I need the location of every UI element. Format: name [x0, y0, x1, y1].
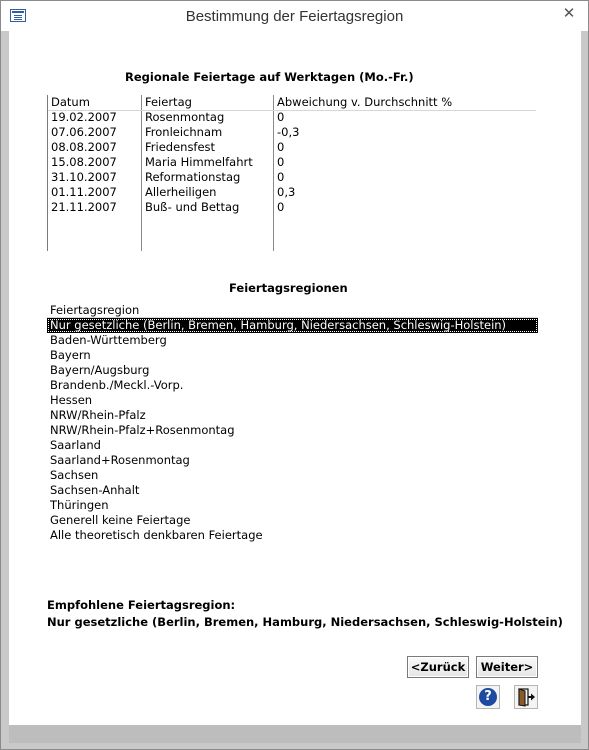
holidays-table: [47, 95, 535, 251]
next-button[interactable]: Weiter>: [476, 656, 538, 678]
cell-date: 08.08.2007: [51, 140, 117, 154]
region-list-item[interactable]: Saarland: [50, 438, 101, 452]
region-list-item[interactable]: Nur gesetzliche (Berlin, Bremen, Hamburg, Niedersachsen, Schleswig-Holstein): [47, 318, 538, 333]
table-row: [48, 155, 536, 170]
cell-deviation: 0,3: [277, 185, 296, 199]
close-button[interactable]: ✕: [562, 4, 576, 22]
cell-holiday: Fronleichnam: [145, 125, 223, 139]
title-bar: [1, 1, 588, 31]
cell-holiday: Rosenmontag: [145, 110, 225, 124]
column-header-deviation: Abweichung v. Durchschnitt %: [277, 95, 453, 109]
region-list-item[interactable]: Bayern/Augsburg: [50, 363, 150, 377]
cell-holiday: Reformationstag: [145, 170, 241, 184]
region-list-item[interactable]: Sachsen-Anhalt: [50, 483, 140, 497]
cell-date: 07.06.2007: [51, 125, 117, 139]
window-title: Bestimmung der Feiertagsregion: [185, 8, 404, 25]
table-row: [48, 140, 536, 155]
regions-title: Feiertagsregionen: [229, 281, 348, 295]
cell-date: 15.08.2007: [51, 155, 117, 169]
help-icon: ?: [479, 688, 497, 706]
region-list-item[interactable]: Saarland+Rosenmontag: [50, 453, 190, 467]
cell-deviation: 0: [277, 200, 285, 214]
region-list-item[interactable]: NRW/Rhein-Pfalz: [50, 408, 146, 422]
cell-date: 31.10.2007: [51, 170, 117, 184]
cell-holiday: Maria Himmelfahrt: [145, 155, 253, 169]
recommendation-value: Nur gesetzliche (Berlin, Bremen, Hamburg, Niedersachsen, Schleswig-Holstein): [47, 615, 563, 629]
cell-date: 19.02.2007: [51, 110, 117, 124]
cell-holiday: Friedensfest: [145, 140, 216, 154]
region-list-item[interactable]: Bayern: [50, 348, 91, 362]
status-bar: [9, 725, 581, 743]
cell-holiday: Buß- und Bettag: [145, 200, 240, 214]
region-list-item[interactable]: Hessen: [50, 393, 93, 407]
region-list-item[interactable]: Thüringen: [50, 498, 109, 512]
region-list-item[interactable]: Brandenb./Meckl.-Vorp.: [50, 378, 184, 392]
exit-button[interactable]: [514, 685, 538, 709]
table-row: [48, 110, 536, 125]
recommendation-label: Empfohlene Feiertagsregion:: [47, 598, 236, 612]
cell-date: 01.11.2007: [51, 185, 117, 199]
cell-date: 21.11.2007: [51, 200, 117, 214]
region-list-item[interactable]: NRW/Rhein-Pfalz+Rosenmontag: [50, 423, 235, 437]
table-row: [48, 125, 536, 140]
holidays-table-title: Regionale Feiertage auf Werktagen (Mo.-Fr.): [125, 70, 414, 84]
column-header-date: Datum: [51, 95, 90, 109]
table-row: [48, 185, 536, 200]
help-button[interactable]: [476, 685, 500, 709]
table-row: [48, 200, 536, 215]
region-list-item[interactable]: Sachsen: [50, 468, 99, 482]
cell-deviation: -0,3: [277, 125, 300, 139]
region-list-item[interactable]: Generell keine Feiertage: [50, 513, 191, 527]
regions-listbox[interactable]: [47, 303, 538, 572]
table-header-row: [48, 95, 536, 110]
regions-column-header: Feiertagsregion: [47, 303, 538, 318]
table-row: [48, 170, 536, 185]
region-list-item[interactable]: Baden-Württemberg: [50, 333, 167, 347]
cell-holiday: Allerheiligen: [145, 185, 217, 199]
cell-deviation: 0: [277, 170, 285, 184]
cell-deviation: 0: [277, 155, 285, 169]
exit-door-icon: [516, 687, 536, 707]
cell-deviation: 0: [277, 110, 285, 124]
cell-deviation: 0: [277, 140, 285, 154]
dialog-content: [9, 31, 581, 725]
column-header-holiday: Feiertag: [145, 95, 192, 109]
back-button[interactable]: <Zurück: [407, 656, 469, 678]
region-list-item[interactable]: Alle theoretisch denkbaren Feiertage: [50, 528, 263, 542]
